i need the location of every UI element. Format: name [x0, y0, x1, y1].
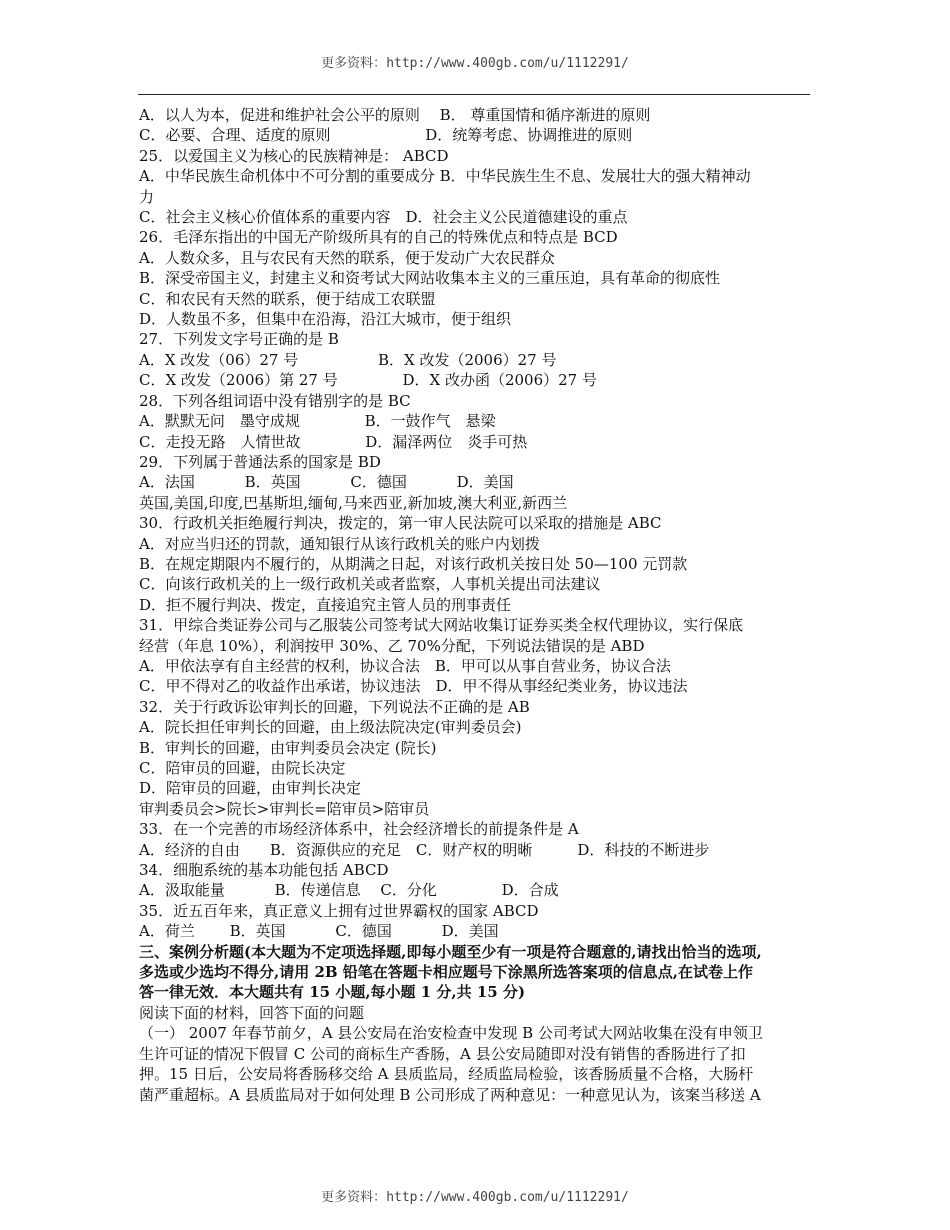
question-25: 25．以爱国主义为核心的民族精神是： ABCD — [139, 146, 449, 165]
question-32: 32．关于行政诉讼审判长的回避，下列说法不正确的是 AB — [139, 697, 530, 716]
case-paragraph: （一） 2007 年春节前夕，A 县公安局在治安检查中发现 B 公司考试大网站收集在没有申领卫 — [139, 1024, 763, 1043]
text-line: A．人数众多，且与农民有天然的联系，便于发动广大农民群众 — [139, 248, 555, 267]
text-line: C．X 改发（2006）第 27 号 D．X 改办函（2006）27 号 — [139, 371, 597, 390]
case-paragraph: 押。15 日后，公安局将香肠移交给 A 县质监局，经质监局检验，该香肠质量不合格，大肠杆 — [139, 1065, 754, 1084]
question-29: 29．下列属于普通法系的国家是 BD — [139, 452, 381, 471]
section-heading: 多选或少选均不得分,请用 2B 铅笔在答题卡相应题号下涂黑所选答案项的信息点,在试卷上作 — [139, 963, 754, 982]
footer-label: 更多资料： — [321, 1190, 387, 1205]
text-line: A．默默无问 墨守成规 B．一鼓作气 悬梁 — [139, 412, 496, 431]
text-line: C．社会主义核心价值体系的重要内容 D．社会主义公民道德建设的重点 — [139, 208, 628, 227]
page-footer — [0, 1186, 950, 1205]
question-28: 28．下列各组词语中没有错别字的是 BC — [139, 391, 411, 410]
text-line: 力 — [139, 187, 155, 206]
question-27: 27．下列发文字号正确的是 B — [139, 330, 339, 349]
section-heading: 答一律无效．本大题共有 15 小题,每小题 1 分,共 15 分) — [139, 983, 526, 1002]
text-line: A．以人为本，促进和维护社会公平的原则 B． 尊重国情和循序渐进的原则 — [139, 106, 651, 124]
header-rule — [138, 94, 810, 95]
text-line: D．陪审员的回避，由审判长决定 — [139, 779, 362, 798]
text-line: C．和农民有天然的联系，便于结成工农联盟 — [139, 289, 436, 308]
text-line: 英国,美国,印度,巴基斯坦,缅甸,马来西亚,新加坡,澳大利亚,新西兰 — [139, 493, 568, 512]
question-34: 34．细胞系统的基本功能包括 ABCD — [139, 861, 389, 880]
text-line: A．中华民族生命机体中不可分割的重要成分 B．中华民族生生不息、发展壮大的强大精神动 — [139, 167, 751, 186]
case-paragraph: 生许可证的情况下假冒 C 公司的商标生产香肠，A 县公安局随即对没有销售的香肠进行了扣 — [139, 1044, 746, 1063]
header-url[interactable]: http://www.400gb.com/u/1112291/ — [386, 56, 629, 71]
text-line: A．经济的自由 B．资源供应的充足 C．财产权的明晰 D．科技的不断进步 — [139, 840, 710, 859]
text-line: 经营（年息 10%），利润按甲 30%、乙 70%分配，下列说法错误的是 ABD — [139, 636, 645, 655]
text-line: A．X 改发（06）27 号 B．X 改发（2006）27 号 — [139, 350, 557, 369]
text-line: D．拒不履行判决、拨定，直接追究主管人员的刑事责任 — [139, 595, 512, 614]
text-line: D．人数虽不多，但集中在沿海，沿江大城市，便于组织 — [139, 310, 512, 329]
case-paragraph: 菌严重超标。A 县质监局对于如何处理 B 公司形成了两种意见：一种意见认为，该案当移送 A — [139, 1085, 761, 1104]
text-line: C．向该行政机关的上一级行政机关或者监察，人事机关提出司法建议 — [139, 575, 601, 594]
text-line: C．甲不得对乙的收益作出承诺，协议违法 D．甲不得从事经纪类业务，协议违法 — [139, 677, 688, 696]
question-33: 33．在一个完善的市场经济体系中，社会经济增长的前提条件是 A — [139, 820, 579, 839]
text-line: C．陪审员的回避，由院长决定 — [139, 759, 346, 777]
text-line: 审判委员会>院长>审判长=陪审员>陪审员 — [139, 799, 430, 818]
text-line: A．对应当归还的罚款，通知银行从该行政机关的账户内划拨 — [139, 534, 540, 553]
text-line: C．走投无路 人情世故 D．漏泽两位 炎手可热 — [139, 432, 528, 451]
question-30: 30．行政机关拒绝履行判决，拨定的，第一审人民法院可以采取的措施是 ABC — [139, 514, 662, 533]
text-line: B．在规定期限内不履行的，从期满之日起，对该行政机关按日处 50—100 元罚款 — [139, 554, 688, 573]
text-line: A．院长担任审判长的回避，由上级法院决定(审判委员会) — [139, 718, 522, 737]
text-line: A．汲取能量 B．传递信息 C．分化 D．合成 — [139, 881, 559, 900]
question-35: 35．近五百年来，真正意义上拥有过世界霸权的国家 ABCD — [139, 901, 539, 920]
document-body — [139, 105, 811, 1105]
question-26: 26．毛泽东指出的中国无产阶级所具有的自己的特殊优点和特点是 BCD — [139, 228, 618, 247]
text-line: B．深受帝国主义，封建主义和资考试大网站收集本主义的三重压迫，具有革命的彻底性 — [139, 269, 721, 288]
page-header — [0, 52, 950, 71]
question-31: 31．甲综合类证券公司与乙服装公司签考试大网站收集订证券买类全权代理协议，实行保底 — [139, 616, 744, 635]
header-label: 更多资料： — [321, 56, 387, 71]
text-line: A．法国 B．英国 C．德国 D．美国 — [139, 473, 514, 492]
section-heading: 三、案例分析题(本大题为不定项选择题,即每小题至少有一项是符合题意的,请找出恰当的选项, — [139, 942, 762, 961]
text-line: 阅读下面的材料，回答下面的问题 — [139, 1003, 365, 1022]
text-line: A．荷兰 B．英国 C．德国 D．美国 — [139, 922, 499, 941]
text-line: C．必要、合理、适度的原则 D．统筹考虑、协调推进的原则 — [139, 126, 633, 145]
text-line: B．审判长的回避，由审判委员会决定 (院长) — [139, 738, 437, 757]
text-line: A．甲依法享有自主经营的权利，协议合法 B．甲可以从事自营业务，协议合法 — [139, 656, 671, 675]
footer-url[interactable]: http://www.400gb.com/u/1112291/ — [386, 1190, 629, 1205]
